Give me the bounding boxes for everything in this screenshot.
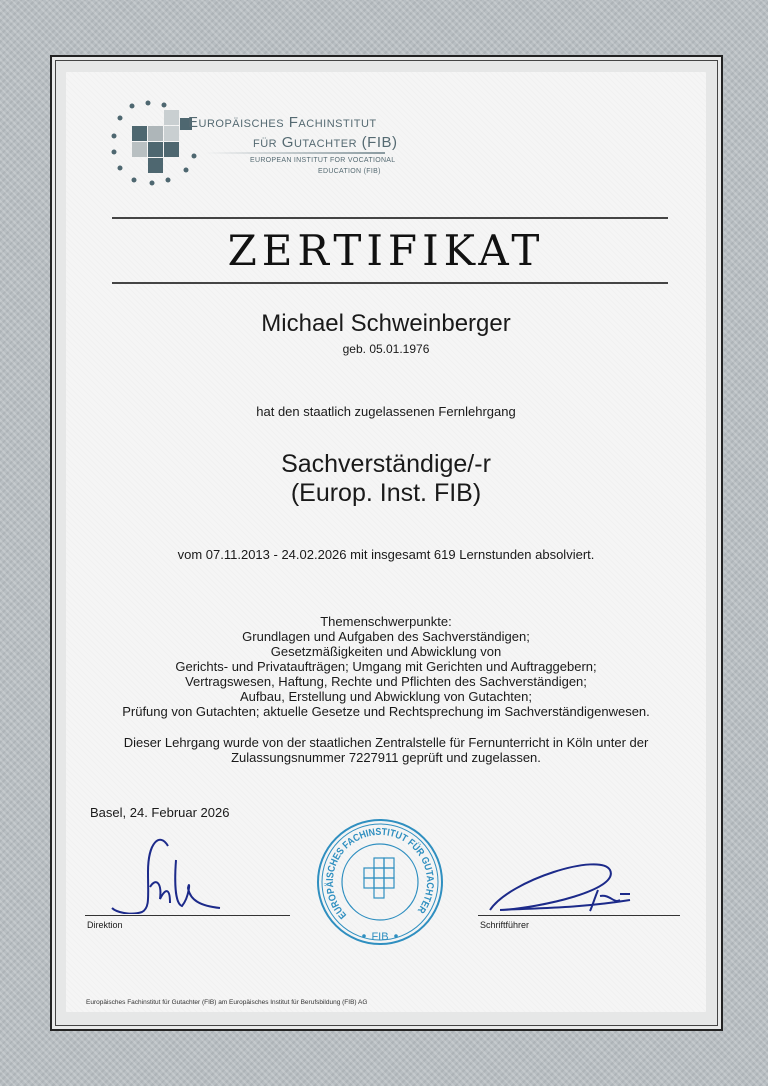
recipient-name: Michael Schweinberger (261, 310, 511, 337)
logo-subtitle-line2: EDUCATION (FIB) (318, 168, 381, 175)
topic-line: Prüfung von Gutachten; aktuelle Gesetze und Rechtsprechung im Sachverständigenwesen. (122, 704, 650, 719)
logo-name-line1: Europäisches Fachinstitut (188, 114, 377, 131)
topic-line: Gesetzmäßigkeiten und Abwicklung von (270, 644, 502, 659)
secretary-signature-line (478, 915, 680, 916)
topic-line: Vertragswesen, Haftung, Rechte und Pflichten des Sachverständigen; (185, 674, 587, 689)
footer-text: Europäisches Fachinstitut für Gutachter (FIB) am Europäisches Institut für Berufsbildung (FIB) AG (86, 999, 368, 1006)
topic-line: Aufbau, Erstellung und Abwicklung von Gutachten; (240, 689, 532, 704)
logo-subtitle-line1: EUROPEAN INSTITUT FOR VOCATIONAL (250, 157, 396, 164)
logo-divider (205, 152, 385, 154)
course-line-2: (Europ. Inst. FIB) (290, 479, 482, 507)
secretary-signature-icon (480, 852, 640, 914)
fib-logo-icon (108, 98, 198, 188)
course-title (66, 450, 706, 508)
secretary-label: Schriftführer (480, 920, 530, 930)
title-rule-top (112, 217, 668, 219)
seal-bottom-text: FIB (371, 931, 389, 943)
title-rule-bottom (112, 282, 668, 284)
director-signature-icon (90, 832, 240, 914)
topic-line: Grundlagen und Aufgaben des Sachverständigen; (242, 629, 530, 644)
director-signature-line (85, 915, 290, 916)
course-period: vom 07.11.2013 - 24.02.2026 mit insgesamt 619 Lernstunden absolviert. (177, 547, 595, 562)
fib-seal-icon (316, 818, 444, 946)
topics-heading: Themenschwerpunkte: (320, 614, 452, 629)
course-line-1: Sachverständige/-r (281, 450, 491, 478)
seal-ring-text: EUROPÄISCHES FACHINSTITUT FÜR GUTACHTER (324, 826, 436, 921)
logo-name-line2: für Gutachter (FIB) (253, 134, 398, 151)
topic-line: Gerichts- und Privataufträgen; Umgang mit Gerichten und Auftraggebern; (175, 659, 597, 674)
director-label: Direktion (87, 920, 123, 930)
approval-text (66, 735, 706, 765)
certificate-title: ZERTIFIKAT (227, 226, 545, 275)
intro-text: hat den staatlich zugelassenen Fernlehrgang (256, 404, 516, 419)
place-date: Basel, 24. Februar 2026 (90, 805, 230, 820)
topics-list (66, 614, 706, 719)
approval-line-2: Zulassungsnummer 7227911 geprüft und zugelassen. (231, 750, 541, 765)
approval-line-1: Dieser Lehrgang wurde von der staatlichen Zentralstelle für Fernunterricht in Köln unter der (123, 735, 649, 750)
recipient-birthdate: geb. 05.01.1976 (342, 342, 430, 356)
